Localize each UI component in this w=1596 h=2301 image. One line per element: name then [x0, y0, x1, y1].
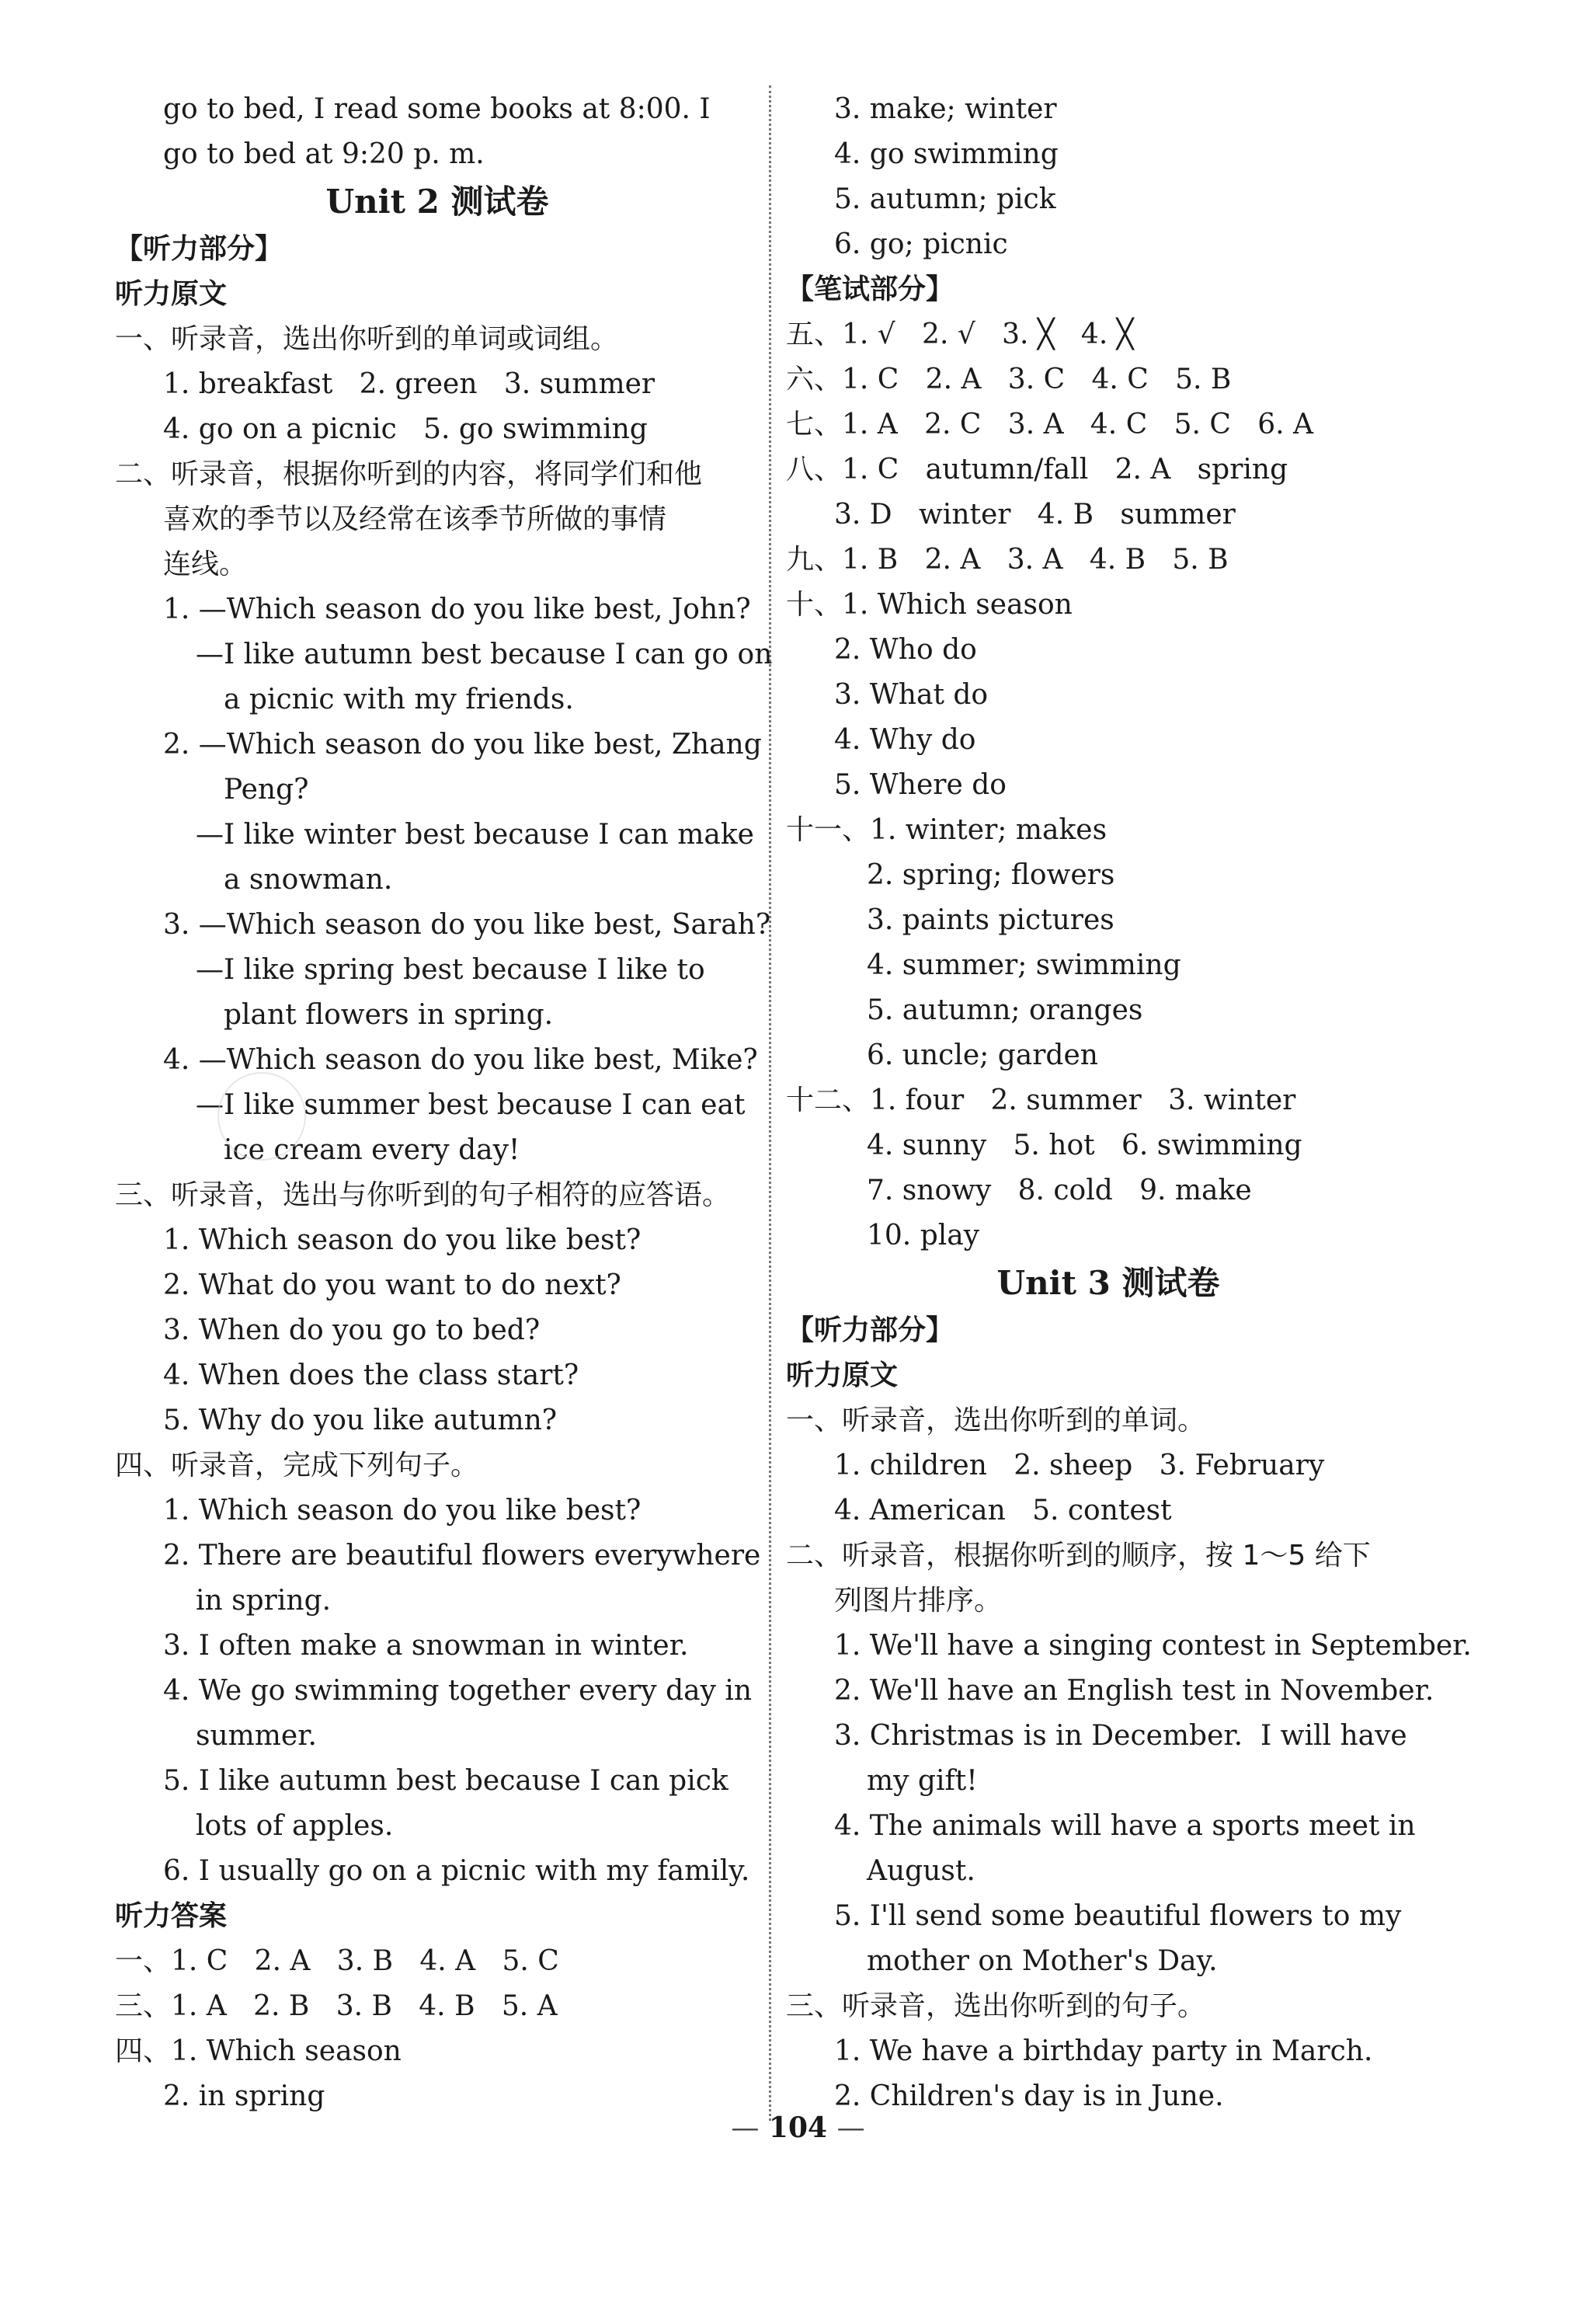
right-text-line: 5. Where do [834, 769, 1007, 801]
left-text-line: 5. Why do you like autumn? [163, 1405, 558, 1436]
left-text-line: 1. Which season do you like best? [163, 1224, 642, 1256]
right-text-line: 1. children 2. sheep 3. February [834, 1450, 1325, 1481]
right-text-line: August. [867, 1855, 975, 1887]
right-text-line: 5. I'll send some beautiful flowers to my [834, 1900, 1402, 1932]
right-text-line: 1. We'll have a singing contest in September. [834, 1630, 1472, 1662]
right-text-line: 4. American 5. contest [834, 1495, 1172, 1526]
right-text-line: 三、听录音，选出你听到的句子。 [786, 1990, 1206, 2022]
right-text-line: 1. We have a birthday party in March. [834, 2035, 1373, 2067]
watermark-stamp [217, 1072, 306, 1161]
left-text-line: go to bed, I read some books at 8:00. I [163, 93, 711, 125]
left-text-line: 三、听录音，选出与你听到的句子相符的应答语。 [115, 1179, 731, 1211]
left-text-line: 2. in spring [163, 2080, 325, 2112]
right-text-line: 2. spring; flowers [867, 859, 1115, 891]
page-number [0, 2111, 1596, 2144]
left-text-line: in spring. [196, 1585, 332, 1617]
left-text-line: —I like spring best because I like to [196, 954, 705, 986]
right-unit-title: Unit 3 测试卷 [996, 1264, 1220, 1302]
right-text-line: 4. sunny 5. hot 6. swimming [867, 1130, 1302, 1161]
left-text-line: 1. Which season do you like best? [163, 1495, 642, 1526]
right-text-line: 5. autumn; pick [834, 183, 1056, 215]
right-text-line: 2. Children's day is in June. [834, 2080, 1224, 2112]
left-text-line: 4. We go swimming together every day in [163, 1675, 753, 1707]
left-text-line: 3. —Which season do you like best, Sarah? [163, 909, 771, 941]
left-text-line: 四、1. Which season [115, 2035, 402, 2067]
right-text-line: 3. paints pictures [867, 904, 1114, 936]
left-text-line: 1. breakfast 2. green 3. summer [163, 368, 655, 400]
right-text-line: 5. autumn; oranges [867, 994, 1143, 1026]
right-text-line: 4. The animals will have a sports meet in [834, 1810, 1416, 1842]
right-text-line: mother on Mother's Day. [867, 1945, 1218, 1977]
column-divider [769, 85, 771, 2121]
left-text-line: 4. —Which season do you like best, Mike? [163, 1044, 758, 1076]
right-text-line: 五、1. √ 2. √ 3. ╳ 4. ╳ [786, 319, 1134, 350]
left-text-line: 5. I like autumn best because I can pick [163, 1765, 728, 1797]
right-text-line: 十、1. Which season [786, 589, 1073, 621]
left-text-line: —I like winter best because I can make [196, 819, 754, 851]
left-text-line: ice cream every day! [224, 1134, 520, 1166]
right-section-heading: 听力原文 [786, 1359, 899, 1391]
left-text-line: —I like autumn best because I can go on [196, 639, 773, 670]
left-text-line: 一、听录音，选出你听到的单词或词组。 [115, 323, 619, 355]
right-text-line: 二、听录音，根据你听到的顺序，按 1～5 给下 [786, 1540, 1371, 1572]
right-section-heading: 【听力部分】 [786, 1314, 954, 1346]
left-section-heading: 听力原文 [115, 278, 228, 310]
right-text-line: 一、听录音，选出你听到的单词。 [786, 1405, 1206, 1436]
right-text-line: 十一、1. winter; makes [786, 814, 1107, 846]
right-text-line: 4. go swimming [834, 138, 1059, 170]
page-number-dash-right: — [836, 2112, 865, 2144]
left-text-line: —I like summer best because I can eat [196, 1089, 746, 1121]
left-section-heading: 听力答案 [115, 1900, 228, 1932]
page-number-dash-left: — [731, 2112, 760, 2144]
left-text-line: summer. [196, 1720, 317, 1752]
right-text-line: 七、1. A 2. C 3. A 4. C 5. C 6. A [786, 409, 1314, 440]
right-text-line: 4. Why do [834, 724, 976, 756]
page-number-value: 104 [768, 2111, 828, 2144]
left-text-line: a picnic with my friends. [224, 684, 574, 715]
right-column [786, 87, 1472, 2119]
left-text-line: 一、1. C 2. A 3. B 4. A 5. C [115, 1945, 559, 1977]
right-text-line: 10. play [867, 1220, 980, 1251]
left-column [115, 87, 773, 2119]
right-text-line: 6. go; picnic [834, 228, 1008, 260]
right-text-line: my gift! [867, 1765, 978, 1797]
left-text-line: 2. What do you want to do next? [163, 1269, 621, 1301]
left-text-line: 3. I often make a snowman in winter. [163, 1630, 689, 1662]
right-text-line: 八、1. C autumn/fall 2. A spring [786, 454, 1288, 486]
left-text-line: go to bed at 9:20 p. m. [163, 138, 485, 170]
right-text-line: 2. Who do [834, 634, 977, 666]
left-text-line: 喜欢的季节以及经常在该季节所做的事情 [163, 503, 667, 535]
left-text-line: plant flowers in spring. [224, 999, 554, 1031]
right-text-line: 3. D winter 4. B summer [834, 499, 1236, 531]
left-text-line: lots of apples. [196, 1810, 394, 1842]
right-text-line: 6. uncle; garden [867, 1039, 1098, 1071]
right-text-line: 十二、1. four 2. summer 3. winter [786, 1084, 1296, 1116]
right-text-line: 六、1. C 2. A 3. C 4. C 5. B [786, 364, 1232, 395]
left-text-line: 二、听录音，根据你听到的内容，将同学们和他 [115, 458, 703, 490]
left-text-line: 4. go on a picnic 5. go swimming [163, 413, 648, 445]
right-text-line: 4. summer; swimming [867, 949, 1181, 981]
left-text-line: 2. There are beautiful flowers everywhere [163, 1540, 761, 1572]
left-text-line: Peng? [224, 774, 309, 806]
left-text-line: 4. When does the class start? [163, 1359, 579, 1391]
right-section-heading: 【笔试部分】 [786, 273, 954, 305]
right-text-line: 九、1. B 2. A 3. A 4. B 5. B [786, 544, 1229, 576]
left-unit-title: Unit 2 测试卷 [325, 183, 549, 221]
right-text-line: 7. snowy 8. cold 9. make [867, 1175, 1252, 1206]
right-text-line: 列图片排序。 [834, 1585, 1003, 1617]
left-section-heading: 【听力部分】 [115, 233, 283, 265]
left-text-line: 2. —Which season do you like best, Zhang [163, 729, 762, 761]
right-text-line: 2. We'll have an English test in November. [834, 1675, 1434, 1707]
right-text-line: 3. Christmas is in December. I will have [834, 1720, 1407, 1752]
left-text-line: 连线。 [163, 548, 248, 580]
left-text-line: a snowman. [224, 864, 393, 896]
right-text-line: 3. make; winter [834, 93, 1057, 125]
right-text-line: 3. What do [834, 679, 989, 711]
left-text-line: 1. —Which season do you like best, John? [163, 594, 751, 625]
left-text-line: 四、听录音，完成下列句子。 [115, 1450, 479, 1481]
left-text-line: 三、1. A 2. B 3. B 4. B 5. A [115, 1990, 558, 2022]
left-text-line: 3. When do you go to bed? [163, 1314, 541, 1346]
left-text-line: 6. I usually go on a picnic with my family. [163, 1855, 750, 1887]
